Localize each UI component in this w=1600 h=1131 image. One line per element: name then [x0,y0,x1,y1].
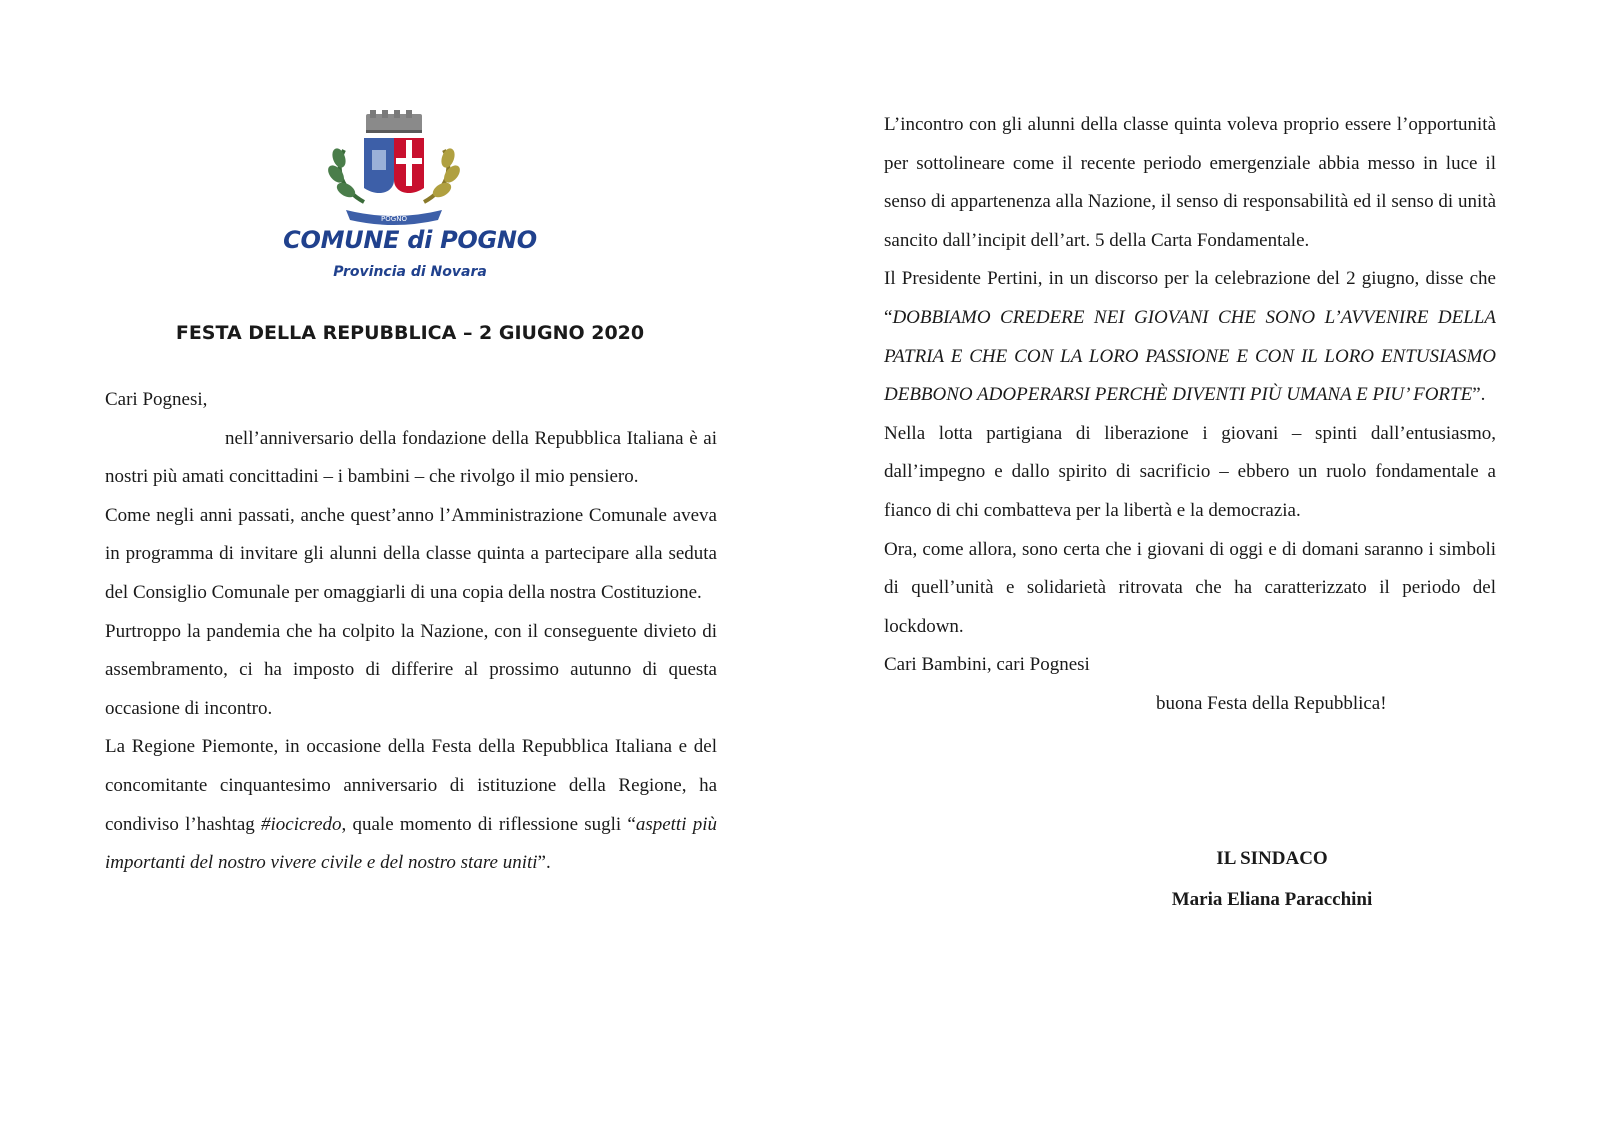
left-column [105,381,717,883]
paragraph-8: Ora, come allora, sono certa che i giovani di oggi e di domani saranno i simboli di quell’unità e solidarietà ritrovata che ha caratterizzato il periodo del lockdown. [884,538,1496,637]
signature-name: Maria Eliana Paracchini [1171,889,1373,910]
paragraph-3: Purtroppo la pandemia che ha colpito la Nazione, con il conseguente divieto di assembramento, ci ha imposto di differire al prossimo autunno di questa occasione di incontro. [105,620,717,719]
document-title: FESTA DELLA REPUBBLICA – 2 GIUGNO 2020 [175,322,645,344]
paragraph-7: Nella lotta partigiana di liberazione i giovani – spinti dall’entusiasmo, dall’impegno e dallo spirito di sacrificio – ebbero un ruolo fondamentale a fianco di chi combatteva per la libertà e la democrazia. [884,422,1496,521]
signature-title: IL SINDACO [1216,848,1328,869]
paragraph-6-text-b: ”. [1472,384,1486,406]
salutation: Cari Pognesi, [105,389,208,410]
paragraph-4-text-b: , quale momento di riflessione sugli “ [341,813,636,835]
paragraph-6-text-a: Il Presidente Pertini, in un discorso per la celebrazione del 2 giugno, disse che “ [884,268,1496,328]
paragraph-4 [105,728,717,882]
hashtag: #iocicredo [260,813,342,835]
crest-ribbon-text: POGNO [381,215,407,223]
paragraph-6 [884,260,1496,414]
right-column [884,106,1496,724]
comune-name: COMUNE di POGNO [283,226,537,254]
paragraph-4-quote: aspetti più importanti del nostro vivere civile e del nostro stare uniti [105,813,717,874]
paragraph-9: Cari Bambini, cari Pognesi [884,654,1090,676]
pertini-quote: DOBBIAMO CREDERE NEI GIOVANI CHE SONO L’AVVENIRE DELLA PATRIA E CHE CON LA LORO PASSIONE E CON IL LORO ENTUSIASMO DEBBONO ADOPERARSI PERCHÈ DIVENTI PIÙ UMANA E PIU’ FORTE [884,306,1496,406]
paragraph-4-text-c: ”. [537,852,551,874]
paragraph-4-text-a: La Regione Piemonte, in occasione della Festa della Repubblica Italiana e del concomitante cinquantesimo anniversario di istituzione della Regione, ha condiviso l’hashtag [105,736,717,835]
coat-of-arms-crest-icon [324,110,464,228]
paragraph-2: Come negli anni passati, anche quest’anno l’Amministrazione Comunale aveva in programma di invitare gli alunni della classe quinta a partecipare alla seduta del Consiglio Comunale per omaggiarli di una copia della nostra Costituzione. [105,504,717,603]
paragraph-5: L’incontro con gli alunni della classe quinta voleva proprio essere l’opportunità per sottolineare come il recente periodo emergenziale abbia messo in luce il senso di appartenenza alla Nazione, il senso di responsabilità ed il senso di unità sancito dall’incipit dell’art. 5 della Carta Fondamentale. [884,114,1496,251]
provincia-label: Provincia di Novara [333,264,487,280]
paragraph-1: nell’anniversario della fondazione della Repubblica Italiana è ai nostri più amati concittadini – i bambini – che rivolgo il mio pensiero. [105,427,717,488]
closing-line: buona Festa della Repubblica! [1156,692,1387,714]
